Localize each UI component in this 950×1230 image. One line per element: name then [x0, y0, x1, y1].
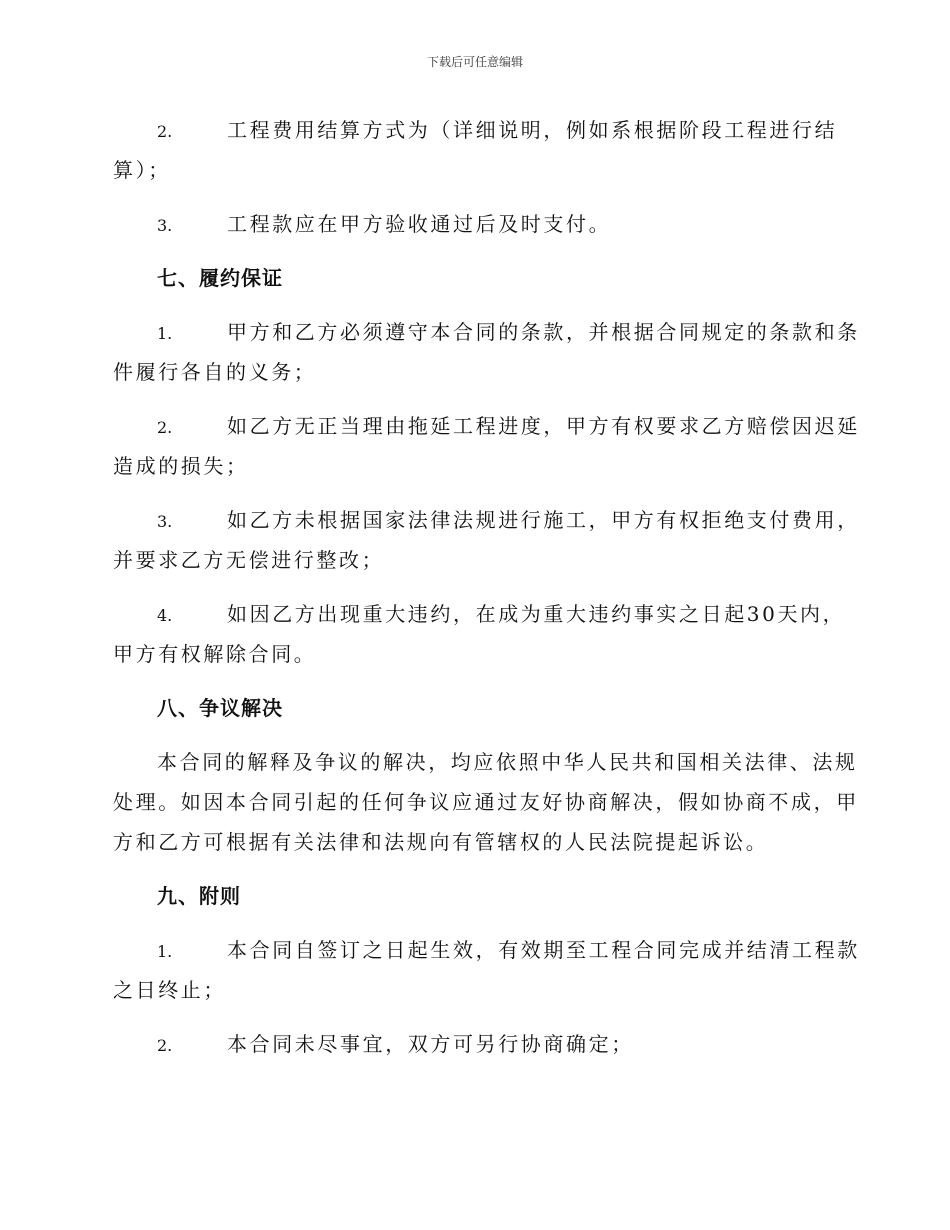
- clause-number: 1.: [157, 324, 173, 343]
- clause-line: [113, 406, 860, 446]
- clause-line: [113, 204, 833, 244]
- section-heading: 七、履约保证: [157, 266, 283, 290]
- clause-text: 件履行各自的义务；: [113, 360, 317, 384]
- clause-line: [113, 594, 846, 634]
- clause-text: 如乙方未根据国家法律法规进行施工，甲方有权拒绝支付费用，: [227, 508, 860, 532]
- clause-number: 3.: [157, 512, 173, 531]
- paragraph-line: 方和乙方可根据有关法律和法规向有管辖权的人民法院提起诉讼。: [113, 830, 769, 854]
- clause-text: 如因乙方出现重大违约，在成为重大违约事实之日起30天内，: [227, 602, 846, 626]
- clause-text: 造成的损失；: [113, 454, 249, 478]
- clause-text: 工程款应在甲方验收通过后及时支付。: [227, 212, 612, 236]
- document-body: [113, 110, 860, 1064]
- paragraph-line: 处理。如因本合同引起的任何争议应通过友好协商解决，假如协商不成，甲: [113, 790, 859, 814]
- clause-line: [113, 500, 860, 540]
- clause-text: 甲方和乙方必须遵守本合同的条款，并根据合同规定的条款和条: [227, 320, 860, 344]
- clause-text: 本合同未尽事宜，双方可另行协商确定；: [227, 1032, 634, 1056]
- clause-line: [113, 312, 860, 352]
- clause-text: 如乙方无正当理由拖延工程进度，甲方有权要求乙方赔偿因迟延: [227, 414, 860, 438]
- clause-number: 4.: [157, 606, 173, 625]
- clause-number: 3.: [157, 216, 173, 235]
- clause-text: 本合同自签订之日起生效，有效期至工程合同完成并结清工程款: [227, 938, 860, 962]
- section-heading: 八、争议解决: [157, 696, 283, 720]
- clause-line: [113, 110, 838, 150]
- clause-line: [113, 540, 833, 580]
- clause-line: [113, 970, 833, 1010]
- clause-text: 甲方有权解除合同。: [113, 642, 317, 666]
- clause-number: 2.: [157, 418, 173, 437]
- clause-line: [113, 446, 833, 486]
- clause-number: 2.: [157, 1036, 173, 1055]
- clause-line: [113, 150, 833, 190]
- clause-line: [113, 1024, 833, 1064]
- clause-text: 并要求乙方无偿进行整改；: [113, 548, 385, 572]
- section-heading: 九、附则: [157, 884, 241, 908]
- paragraph-line: 本合同的解释及争议的解决，均应依照中华人民共和国相关法律、法规: [157, 750, 858, 774]
- clause-number: 2.: [157, 122, 173, 141]
- clause-line: [113, 930, 860, 970]
- clause-text: 工程费用结算方式为（详细说明，例如系根据阶段工程进行结: [227, 118, 838, 142]
- clause-line: [113, 352, 833, 392]
- clause-text: 算）；: [113, 158, 171, 182]
- page-header: 下载后可任意编辑: [426, 55, 523, 69]
- clause-number: 1.: [157, 942, 173, 961]
- clause-line: [113, 634, 833, 674]
- clause-text: 之日终止；: [113, 978, 226, 1002]
